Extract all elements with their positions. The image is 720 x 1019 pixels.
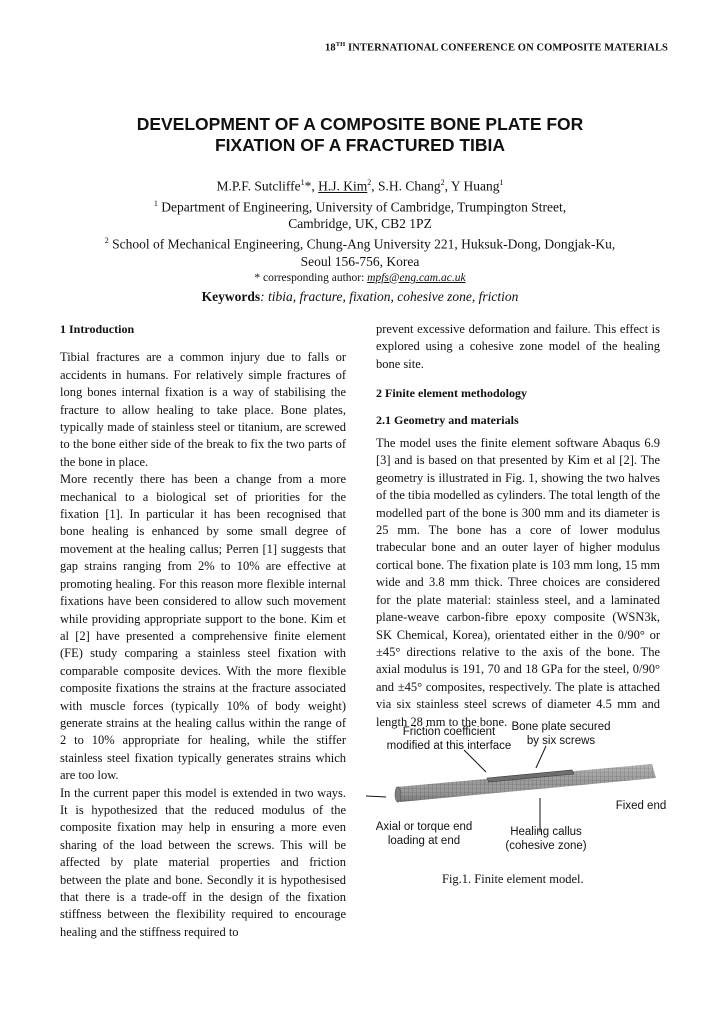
conference-header: 18TH INTERNATIONAL CONFERENCE ON COMPOSITE MATERIALS — [325, 41, 668, 54]
paragraph: In the current paper this model is extended in two ways. It is hypothesized that the reduced modulus of the composite fixation may help in ensuring a more even sharing of the load between the screws. This will be affected by plate material properties and friction between the plate and bone. Secondly it is hypothesised that there is a trade-off in the design of the fixation stiffness between the flexibility required to encourage healing and the stiffness required to — [60, 785, 346, 939]
subsection-heading-geometry: 2.1 Geometry and materials — [376, 412, 519, 427]
affiliation-1-address: Cambridge, UK, CB2 1PZ — [288, 216, 432, 231]
paragraph: The model uses the finite element software Abaqus 6.9 [3] and is based on that presented by Kim et al [2]. The geometry is illustrated in Fig. 1, showing the two halves of the tibia modelled as cylinders. The total length of the modelled part of the bone is 300 mm and its diameter is 25 mm. The bone has a core of lower modulus trabecular bone and an outer layer of higher modulus cortical bone. The fixation plate is 103 mm long, 15 mm wide and 3.8 mm thick. Three choices are considered for the plate material: stainless steel, and a laminated plane-weave carbon-fibre epoxy composite (WSN3k, SK Chemical, Korea), orientated either in the 0/90° or ±45° directions relative to the axis of the bone. The axial modulus is 191, 70 and 18 GPa for the steel, 0/90° and ±45° composites, respectively. The plate is attached via six stainless steel screws of diameter 4.5 mm and length 28 mm to the bone. — [376, 436, 660, 729]
figure-caption: Fig.1. Finite element model. — [442, 872, 584, 886]
paper-title — [60, 114, 660, 156]
author-block — [40, 174, 680, 287]
label-bone-plate: Bone plate secured by six screws — [511, 721, 611, 747]
label-fixed-end: Fixed end — [615, 800, 667, 812]
section-heading-introduction: 1 Introduction — [60, 322, 135, 336]
corresponding-author: * corresponding author: mpfs@eng.cam.ac.uk — [254, 271, 466, 284]
title-line-1: DEVELOPMENT OF A COMPOSITE BONE PLATE FOR — [136, 114, 584, 134]
paragraph: prevent excessive deformation and failure. This effect is explored using a cohesive zone model of the healing bone site. — [376, 322, 660, 371]
author-list: M.P.F. Sutcliffe$^1$*, H.J. Kim$^2$, S.H. Chang$^2$, Y Huang$^1$ — [216, 178, 504, 194]
affiliation-2-address: Seoul 156-756, Korea — [300, 253, 420, 269]
figure-fe-model — [360, 716, 670, 896]
section-heading-fe-method: 2 Finite element methodology — [376, 386, 527, 401]
affiliation-2: $^2$ School of Mechanical Engineering, Chung-Ang University 221, Huksuk-Dong, Dongjak-Ku, — [104, 236, 616, 252]
bone-cylinder — [395, 764, 656, 802]
keywords-line — [0, 289, 720, 305]
left-column — [60, 321, 346, 941]
label-healing-callus: Healing callus (cohesive zone) — [505, 826, 587, 852]
title-line-2: FIXATION OF A FRACTURED TIBIA — [214, 135, 506, 155]
label-friction: Friction coefficient modified at this interface — [386, 726, 512, 752]
paragraph: Tibial fractures are a common injury due to falls or accidents in humans. For relatively simple fractures of long bones internal fixation is a way of stabilising the fracture to allow healing to take place. Bone plates, typically made of stainless steel or titanium, are screwed to the bone either side of the break to fix the two parts of the bone in place. — [60, 350, 346, 469]
paragraph: More recently there has been a change from a more mechanical to a biological set of priorities for the fixation [1]. In particular it has been recognised that bone healing is enhanced by some small degree of movement at the healing callus; Perren [1] suggests that gap strains ranging from 2% to 10% are effective at promoting healing. For this reason more flexible internal fixations have been considered to allow such movement while providing appropriate support to the bone. Kim et al [2] have presented a comprehensive finite element (FE) study comparing a stainless steel fixation with comparable composite devices. With the more flexible composite fixations the strains at the fracture associated with muscle forces (typically 10% of body weight) generate strains at the healing callus within the range of 2 to 10% appropriate for healing, while the stiffer stainless steel fixation typically generates strains which are too low. — [60, 472, 346, 783]
keywords-list: : tibia, fracture, fixation, cohesive zone, friction — [260, 289, 519, 304]
affiliation-1: $^1$ Department of Engineering, University of Cambridge, Trumpington Street, — [153, 198, 567, 214]
author-link: H.J. Kim — [318, 178, 368, 194]
arrow-plate — [536, 746, 546, 768]
label-loading: Axial or torque end loading at end — [375, 821, 473, 847]
arrow-load — [366, 796, 386, 797]
keywords-label: Keywords — [201, 289, 261, 304]
right-column — [376, 321, 660, 731]
email-link[interactable]: mpfs@eng.cam.ac.uk — [367, 271, 466, 284]
arrow-friction — [464, 750, 486, 772]
